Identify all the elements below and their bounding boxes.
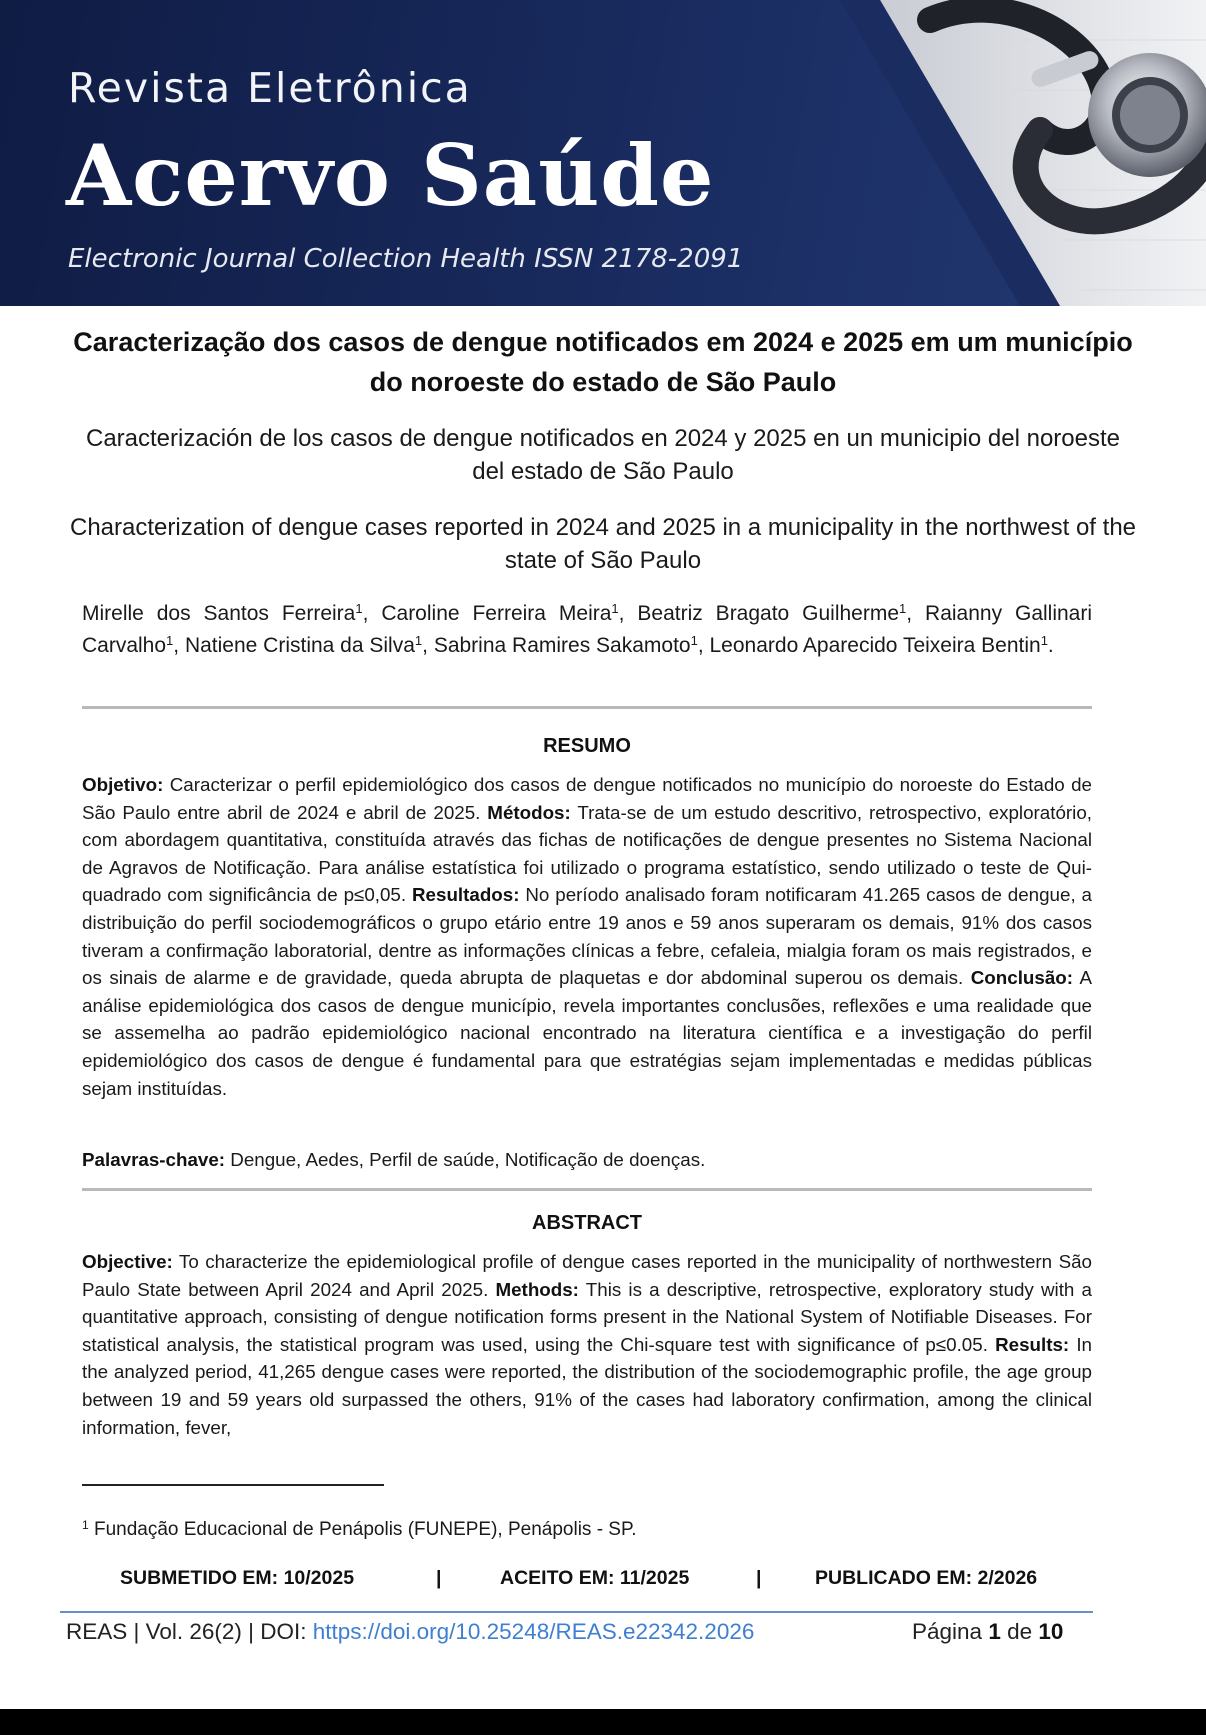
author-separator: , [173, 634, 185, 657]
section-divider [82, 706, 1092, 709]
abstract-body [82, 1248, 1092, 1441]
objective-text: Caracterizar o perfil epidemiológico dos casos de dengue notificados no município do noroeste do Estado de São Paulo entre abril de 2024 e abril de 2025. [82, 774, 1092, 823]
submitted-date: SUBMETIDO EM: 10/2025 [120, 1567, 355, 1589]
results-text: No período analisado foram notificaram 41.265 casos de dengue, a distribuição do perfil sociodemográficos o grupo etário entre 19 anos e 59 anos superaram os demais, 91% dos casos tiveram a confirmação laboratorial, dentre as informações clínicas a febre, cefaleia, mialgia foram os mais registrados, e os sinais de alarme e de gravidade, queda abrupta de plaquetas e dor abdominal superou os demais. [82, 884, 1092, 989]
journal-name-line2: Acervo Saúde [66, 126, 715, 225]
journal-name-line1: Revista Eletrônica [68, 64, 472, 112]
author-affiliation-mark: 1 [1040, 633, 1048, 648]
author-separator: , [697, 634, 710, 657]
author-name: Raianny Gallinari Carvalho [82, 602, 1093, 657]
journal-volume-info: REAS | Vol. 26(2) | DOI: [66, 1619, 313, 1644]
journal-subtitle-issn: Electronic Journal Collection Health ISSN 2178-2091 [68, 244, 744, 274]
article-title-english: Characterization of dengue cases reported in 2024 and 2025 in a municipality in the northwest of the state of São Paulo [70, 514, 1137, 574]
accepted-date: ACEITO EM: 11/2025 [500, 1567, 690, 1589]
author-name: Leonardo Aparecido Teixeira Bentin [709, 634, 1041, 657]
author-affiliation-mark: 1 [611, 601, 619, 616]
journal-banner [0, 0, 1206, 306]
author-separator: , [422, 634, 434, 657]
abstract-heading: ABSTRACT [532, 1212, 642, 1234]
resumo-body [82, 771, 1092, 1102]
objective-label: Objective: [82, 1251, 173, 1272]
author-separator: , [906, 602, 926, 625]
author-affiliation-mark: 1 [166, 633, 174, 648]
methods-text: This is a descriptive, retrospective, exploratory study with a quantitative approach, consisting of dengue notification forms present in the National System of Notifiable Diseases. For statistical analysis, the statistical program was used, using the Chi-square test with significance of p≤0.05. [82, 1278, 1092, 1355]
footnote-divider [82, 1484, 384, 1486]
doi-link[interactable]: https://doi.org/10.25248/REAS.e22342.2026 [312, 1619, 755, 1644]
author-separator: . [1047, 634, 1054, 657]
dates-separator: | [436, 1567, 442, 1589]
keywords-label: Palavras-chave: [82, 1149, 226, 1170]
article-title-portuguese: Caracterização dos casos de dengue notificados em 2024 e 2025 em um município do noroeste do estado de São Paulo [73, 327, 1133, 397]
affiliation-footnote [82, 1519, 636, 1541]
conclusion-label: Conclusão: [970, 967, 1073, 989]
author-name: Caroline Ferreira Meira [381, 602, 612, 625]
published-date: PUBLICADO EM: 2/2026 [815, 1567, 1038, 1589]
footnote-mark: 1 [82, 1518, 89, 1532]
page-total: 10 [1038, 1619, 1064, 1644]
dates-separator: | [756, 1567, 762, 1589]
author-name: Natiene Cristina da Silva [184, 634, 415, 657]
page-number [912, 1619, 1063, 1645]
footer-journal-info [66, 1619, 754, 1645]
objective-label: Objetivo: [82, 774, 164, 795]
author-affiliation-mark: 1 [690, 633, 698, 648]
author-name: Sabrina Ramires Sakamoto [433, 634, 691, 657]
section-divider [82, 1188, 1092, 1191]
methods-label: Methods: [495, 1278, 579, 1300]
page-current: 1 [988, 1619, 1001, 1644]
author-affiliation-mark: 1 [414, 633, 423, 648]
article-title-spanish: Caracterización de los casos de dengue notificados en 2024 y 2025 en un municipio del noroeste del estado de São Paulo [85, 425, 1120, 485]
methods-text: Trata-se de um estudo descritivo, retrospectivo, exploratório, com abordagem quantitativa, constituída através das fichas de notificações de dengue presentes no Sistema Nacional de Agravos de Notificação. Para análise estatística foi utilizado o programa estatístico, sendo utilizado o teste de Qui-quadrado com significância de p≤0,05. [82, 801, 1092, 906]
results-text: In the analyzed period, 41,265 dengue cases were reported, the distribution of the sociodemographic profile, the age group between 19 and 59 years old surpassed the others, 91% of the cases had laboratory confirmation, among the clinical information, fever, [82, 1333, 1092, 1438]
resumo-keywords [82, 1146, 1092, 1174]
page-of: de [1000, 1619, 1039, 1644]
author-affiliation-mark: 1 [899, 601, 907, 616]
bottom-black-bar [0, 1709, 1206, 1735]
methods-label: Métodos: [487, 801, 571, 823]
author-list [82, 598, 1092, 662]
results-label: Resultados: [411, 884, 520, 906]
author-name: Beatriz Bragato Guilherme [637, 602, 900, 625]
publication-dates [120, 1567, 1054, 1593]
author-affiliation-mark: 1 [355, 601, 363, 616]
author-name: Mirelle dos Santos Ferreira [82, 602, 356, 625]
results-label: Results: [995, 1333, 1070, 1355]
author-separator: , [618, 602, 638, 625]
footnote-text: Fundação Educacional de Penápolis (FUNEPE), Penápolis - SP. [88, 1519, 637, 1540]
author-separator: , [362, 602, 382, 625]
resumo-heading: RESUMO [543, 735, 631, 757]
page-label: Página [912, 1619, 989, 1644]
footer-divider [60, 1611, 1093, 1613]
objective-text: To characterize the epidemiological profile of dengue cases reported in the municipality of northwestern São Paulo State between April 2024 and April 2025. [82, 1251, 1092, 1300]
conclusion-text: A análise epidemiológica dos casos de dengue município, revela importantes conclusões, reflexões e uma realidade que se assemelha ao padrão epidemiológico nacional encontrado na literatura científica e a investigação do perfil epidemiológico dos casos de dengue é fundamental para que estratégias sejam implementadas e medidas públicas sejam instituídas. [82, 967, 1092, 1099]
keywords-text: Dengue, Aedes, Perfil de saúde, Notificação de doenças. [225, 1149, 706, 1170]
